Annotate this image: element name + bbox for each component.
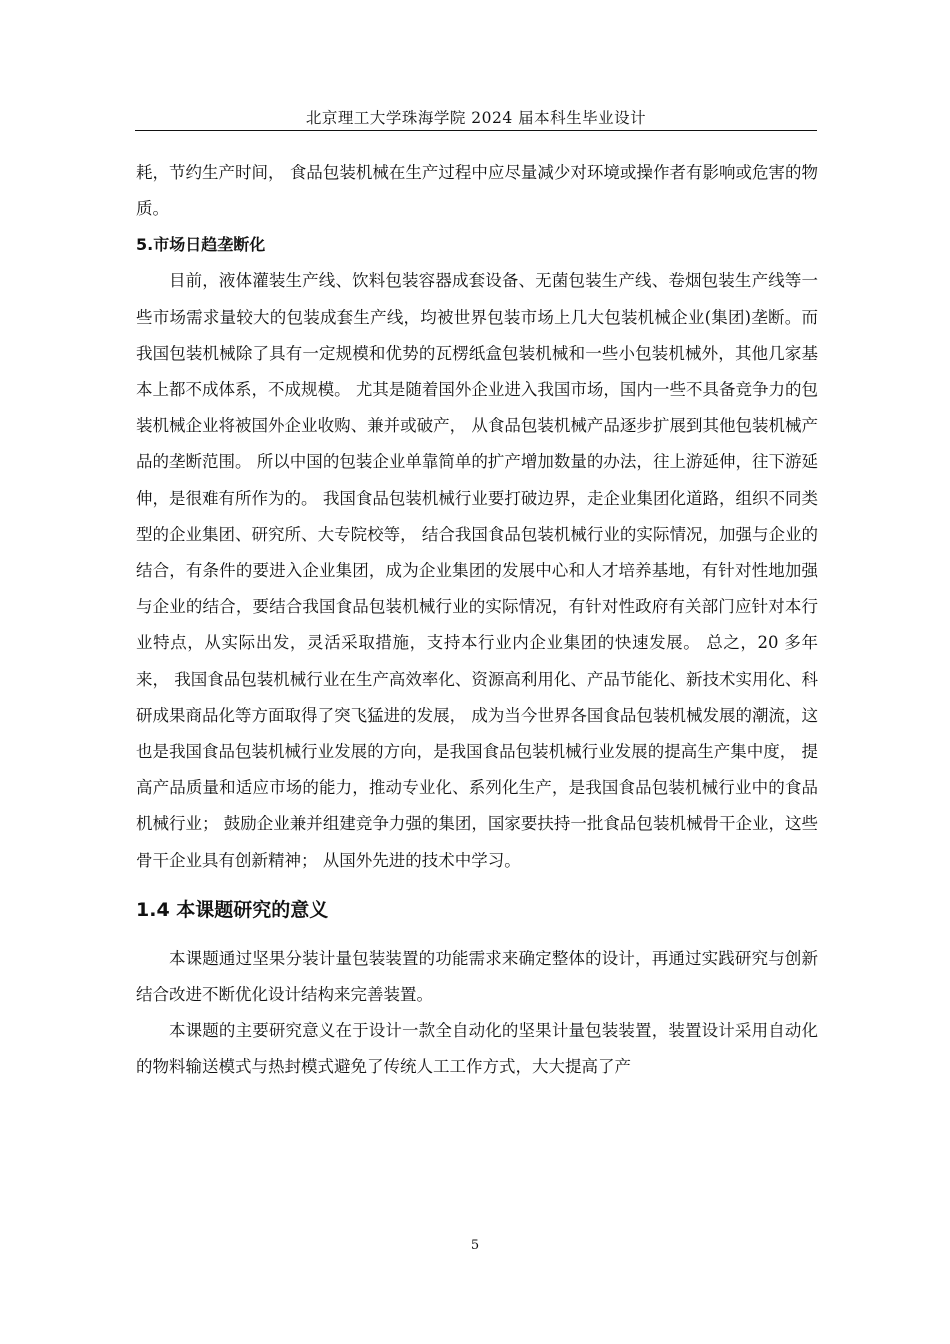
page-header: 北京理工大学珠海学院 2024 届本科生毕业设计 xyxy=(305,109,647,127)
subheading-market-monopoly: 5.市场日趋垄断化 xyxy=(136,235,266,255)
page-number: 5 xyxy=(470,1238,480,1253)
section-heading-significance: 1.4 本课题研究的意义 xyxy=(136,898,329,921)
paragraph-significance-2: 本课题的主要研究意义在于设计一款全自动化的坚果计量包装装置，装置设计采用自动化的物料输送模式与热封模式避免了传统人工工作方式，大大提高了产 xyxy=(136,1021,818,1077)
document-body xyxy=(136,155,818,1086)
paragraph-market-monopoly: 目前，液体灌装生产线、饮料包装容器成套设备、无菌包装生产线、卷烟包装生产线等一些市场需求量较大的包装成套生产线，均被世界包装市场上几大包装机械企业(集团)垄断。而我国包装机械除了具有一定规模和优势的瓦楞纸盒包装机械和一些小包装机械外，其他几家基本上都不成体系，不成规模。 尤其是随着国外企业进入我国市场，国内一些不具备竞争力的包装机械企业将被国外企业收购、兼并或破产， 从食品包装机械产品逐步扩展到其他包装机械产品的垄断范围。 所以中国的包装企业单靠简单的扩产增加数量的办法，往上游延伸，往下游延伸，是很难有所作为的。 我国食品包装机械行业要打破边界，走企业集团化道路，组织不同类型的企业集团、研究所、大专院校等， 结合我国食品包装机械行业的实际情况，加强与企业的结合，有条件的要进入企业集团，成为企业集团的发展中心和人才培养基地，有针对性地加强与企业的结合，要结合我国食品包装机械行业的实际情况，有针对性政府有关部门应针对本行业特点，从实际出发，灵活采取措施，支持本行业内企业集团的快速发展。 总之，20 多年来， 我国食品包装机械行业在生产高效率化、资源高利用化、产品节能化、新技术实用化、科研成果商品化等方面取得了突飞猛进的发展， 成为当今世界各国食品包装机械发展的潮流，这也是我国食品包装机械行业发展的方向，是我国食品包装机械行业发展的提高生产集中度， 提高产品质量和适应市场的能力，推动专业化、系列化生产，是我国食品包装机械行业中的食品机械行业； 鼓励企业兼并组建竞争力强的集团，国家要扶持一批食品包装机械骨干企业，这些骨干企业具有创新精神； 从国外先进的技术中学习。 xyxy=(136,271,818,870)
paragraph-significance-1: 本课题通过坚果分装计量包装装置的功能需求来确定整体的设计，再通过实践研究与创新结合改进不断优化设计结构来完善装置。 xyxy=(136,948,818,1005)
continuation-paragraph: 耗，节约生产时间， 食品包装机械在生产过程中应尽量减少对环境或操作者有影响或危害的物质。 xyxy=(136,163,818,219)
header-divider xyxy=(135,130,817,131)
